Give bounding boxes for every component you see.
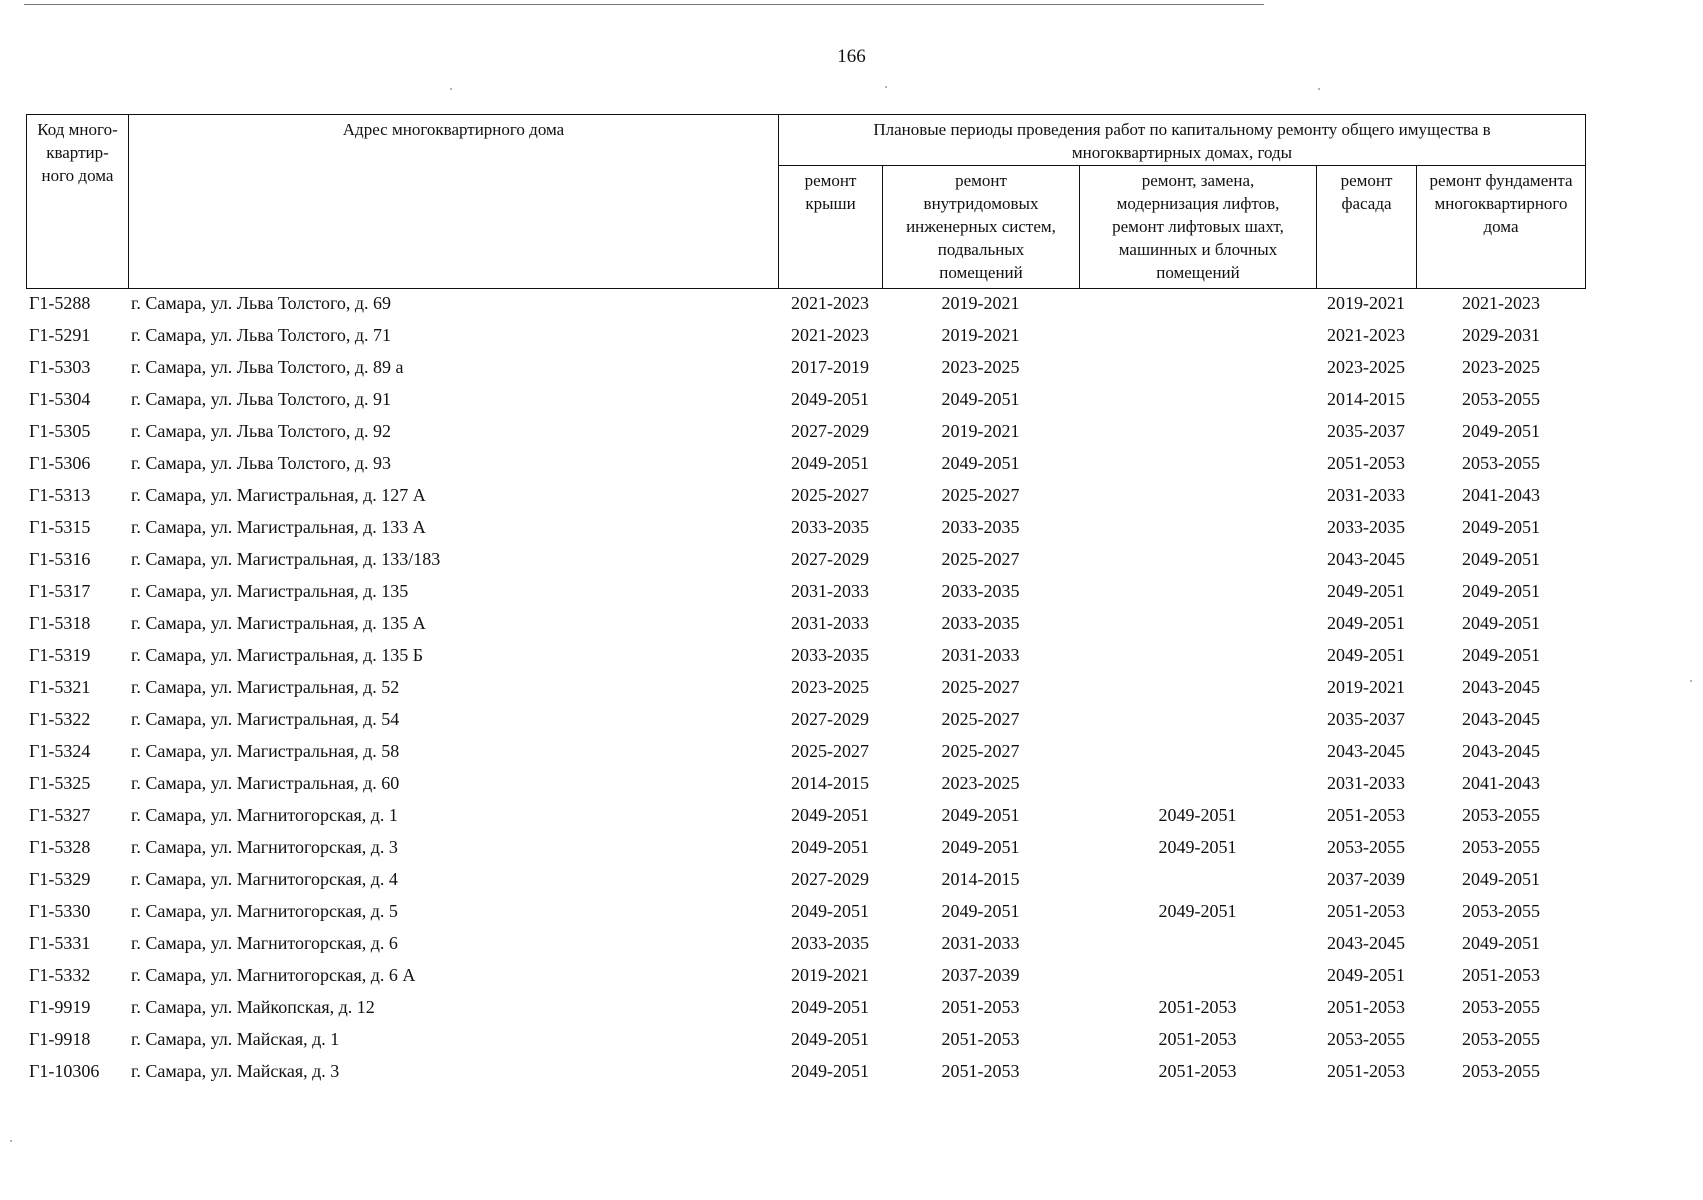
cell-engineering: 2049-2051 xyxy=(941,837,1020,857)
cell-foundation: 2053-2055 xyxy=(1462,997,1540,1017)
table-row xyxy=(0,287,1703,319)
header-foundation-line: дома xyxy=(1483,217,1519,236)
cell-code: Г1-5316 xyxy=(29,549,91,569)
cell-foundation: 2029-2031 xyxy=(1462,325,1540,345)
cell-facade: 2051-2053 xyxy=(1327,997,1405,1017)
cell-foundation: 2021-2023 xyxy=(1462,293,1540,313)
cell-facade: 2049-2051 xyxy=(1327,965,1405,985)
table-row xyxy=(0,1023,1703,1055)
cell-engineering: 2033-2035 xyxy=(941,581,1020,601)
cell-engineering: 2019-2021 xyxy=(941,421,1020,441)
cell-engineering: 2049-2051 xyxy=(941,901,1020,921)
header-facade-line: фасада xyxy=(1341,194,1392,213)
cell-facade: 2014-2015 xyxy=(1327,389,1405,409)
cell-code: Г1-5329 xyxy=(29,869,91,889)
header-lifts-line: ремонт, замена, xyxy=(1141,171,1255,190)
table-row xyxy=(0,479,1703,511)
cell-facade: 2049-2051 xyxy=(1327,613,1405,633)
cell-code: Г1-5331 xyxy=(29,933,91,953)
cell-address: г. Самара, ул. Магнитогорская, д. 6 xyxy=(131,933,398,953)
cell-engineering: 2025-2027 xyxy=(941,485,1020,505)
cell-address: г. Самара, ул. Льва Толстого, д. 71 xyxy=(131,325,392,345)
cell-foundation: 2053-2055 xyxy=(1462,453,1540,473)
cell-address: г. Самара, ул. Магнитогорская, д. 1 xyxy=(131,805,398,825)
cell-facade: 2035-2037 xyxy=(1327,709,1405,729)
cell-address: г. Самара, ул. Магнитогорская, д. 6 А xyxy=(131,965,416,985)
scan-speck xyxy=(1690,680,1692,682)
cell-roof: 2049-2051 xyxy=(791,837,869,857)
cell-roof: 2049-2051 xyxy=(791,1061,869,1081)
cell-foundation: 2049-2051 xyxy=(1462,421,1540,441)
cell-engineering: 2031-2033 xyxy=(941,645,1020,665)
header-lifts xyxy=(1079,165,1317,289)
cell-roof: 2014-2015 xyxy=(791,773,869,793)
cell-address: г. Самара, ул. Магистральная, д. 133/183 xyxy=(131,549,441,569)
cell-address: г. Самара, ул. Магнитогорская, д. 3 xyxy=(131,837,398,857)
cell-foundation: 2049-2051 xyxy=(1462,933,1540,953)
table-row xyxy=(0,767,1703,799)
cell-code: Г1-5306 xyxy=(29,453,91,473)
cell-facade: 2051-2053 xyxy=(1327,901,1405,921)
cell-foundation: 2051-2053 xyxy=(1462,965,1540,985)
table-row xyxy=(0,799,1703,831)
cell-engineering: 2025-2027 xyxy=(941,549,1020,569)
cell-address: г. Самара, ул. Майская, д. 3 xyxy=(131,1061,340,1081)
header-foundation xyxy=(1416,165,1586,289)
top-rule xyxy=(24,4,1264,5)
cell-foundation: 2041-2043 xyxy=(1462,773,1540,793)
table-row xyxy=(0,1055,1703,1087)
cell-address: г. Самара, ул. Магнитогорская, д. 4 xyxy=(131,869,398,889)
header-facade xyxy=(1316,165,1417,289)
cell-facade: 2043-2045 xyxy=(1327,933,1405,953)
page-number: 166 xyxy=(837,46,866,67)
cell-roof: 2049-2051 xyxy=(791,805,869,825)
table-row xyxy=(0,319,1703,351)
header-engineering-line: ремонт xyxy=(955,171,1007,190)
cell-roof: 2033-2035 xyxy=(791,645,869,665)
cell-facade: 2021-2023 xyxy=(1327,325,1405,345)
header-engineering-line: подвальных xyxy=(937,240,1025,259)
cell-code: Г1-5317 xyxy=(29,581,91,601)
cell-engineering: 2025-2027 xyxy=(941,741,1020,761)
cell-engineering: 2031-2033 xyxy=(941,933,1020,953)
cell-engineering: 2049-2051 xyxy=(941,453,1020,473)
scan-speck xyxy=(450,88,452,90)
cell-roof: 2033-2035 xyxy=(791,517,869,537)
cell-lifts: 2049-2051 xyxy=(1158,837,1237,857)
cell-address: г. Самара, ул. Майкопская, д. 12 xyxy=(131,997,375,1017)
header-engineering-line: помещений xyxy=(939,263,1023,282)
header-roof-line: крыши xyxy=(805,194,856,213)
cell-foundation: 2049-2051 xyxy=(1462,581,1540,601)
cell-code: Г1-5328 xyxy=(29,837,91,857)
header-periods-line: многоквартирных домах, годы xyxy=(1071,143,1293,162)
cell-roof: 2049-2051 xyxy=(791,997,869,1017)
cell-roof: 2025-2027 xyxy=(791,485,869,505)
table-row xyxy=(0,543,1703,575)
header-engineering-line: внутридомовых xyxy=(923,194,1039,213)
cell-engineering: 2025-2027 xyxy=(941,677,1020,697)
cell-foundation: 2053-2055 xyxy=(1462,805,1540,825)
cell-foundation: 2043-2045 xyxy=(1462,741,1540,761)
cell-code: Г1-5319 xyxy=(29,645,91,665)
cell-facade: 2053-2055 xyxy=(1327,837,1405,857)
cell-roof: 2027-2029 xyxy=(791,549,869,569)
cell-foundation: 2023-2025 xyxy=(1462,357,1540,377)
cell-address: г. Самара, ул. Льва Толстого, д. 93 xyxy=(131,453,392,473)
table-row xyxy=(0,959,1703,991)
cell-facade: 2037-2039 xyxy=(1327,869,1405,889)
scan-speck xyxy=(885,86,887,88)
cell-engineering: 2019-2021 xyxy=(941,293,1020,313)
cell-address: г. Самара, ул. Магистральная, д. 127 А xyxy=(131,485,426,505)
cell-foundation: 2049-2051 xyxy=(1462,645,1540,665)
header-code xyxy=(26,114,129,289)
cell-roof: 2025-2027 xyxy=(791,741,869,761)
cell-roof: 2031-2033 xyxy=(791,613,869,633)
cell-address: г. Самара, ул. Льва Толстого, д. 69 xyxy=(131,293,392,313)
cell-code: Г1-5288 xyxy=(29,293,91,313)
cell-code: Г1-9919 xyxy=(29,997,91,1017)
table-row xyxy=(0,351,1703,383)
cell-foundation: 2049-2051 xyxy=(1462,517,1540,537)
cell-engineering: 2051-2053 xyxy=(941,1061,1020,1081)
cell-roof: 2023-2025 xyxy=(791,677,869,697)
cell-facade: 2043-2045 xyxy=(1327,741,1405,761)
cell-address: г. Самара, ул. Магистральная, д. 60 xyxy=(131,773,400,793)
cell-facade: 2051-2053 xyxy=(1327,805,1405,825)
cell-foundation: 2053-2055 xyxy=(1462,1029,1540,1049)
header-periods xyxy=(778,114,1586,166)
cell-facade: 2019-2021 xyxy=(1327,677,1405,697)
cell-code: Г1-5291 xyxy=(29,325,91,345)
cell-roof: 2021-2023 xyxy=(791,293,869,313)
cell-code: Г1-5315 xyxy=(29,517,91,537)
cell-roof: 2019-2021 xyxy=(791,965,869,985)
cell-engineering: 2019-2021 xyxy=(941,325,1020,345)
cell-address: г. Самара, ул. Магистральная, д. 135 xyxy=(131,581,409,601)
header-engineering-line: инженерных систем, xyxy=(906,217,1056,236)
cell-facade: 2023-2025 xyxy=(1327,357,1405,377)
cell-address: г. Самара, ул. Магнитогорская, д. 5 xyxy=(131,901,398,921)
cell-lifts: 2051-2053 xyxy=(1158,1061,1237,1081)
cell-engineering: 2051-2053 xyxy=(941,997,1020,1017)
cell-facade: 2049-2051 xyxy=(1327,581,1405,601)
cell-roof: 2049-2051 xyxy=(791,453,869,473)
table-row xyxy=(0,671,1703,703)
cell-code: Г1-9918 xyxy=(29,1029,91,1049)
header-roof xyxy=(778,165,883,289)
cell-lifts: 2049-2051 xyxy=(1158,901,1237,921)
scan-speck xyxy=(10,1140,12,1142)
cell-facade: 2031-2033 xyxy=(1327,485,1405,505)
header-roof-line: ремонт xyxy=(804,171,857,190)
cell-foundation: 2043-2045 xyxy=(1462,677,1540,697)
cell-foundation: 2053-2055 xyxy=(1462,1061,1540,1081)
cell-facade: 2033-2035 xyxy=(1327,517,1405,537)
table-row xyxy=(0,991,1703,1023)
cell-facade: 2049-2051 xyxy=(1327,645,1405,665)
header-code-line: ного дома xyxy=(41,166,114,185)
cell-facade: 2031-2033 xyxy=(1327,773,1405,793)
table-row xyxy=(0,831,1703,863)
table-row xyxy=(0,447,1703,479)
table-row xyxy=(0,383,1703,415)
cell-lifts: 2051-2053 xyxy=(1158,1029,1237,1049)
cell-address: г. Самара, ул. Магистральная, д. 135 Б xyxy=(131,645,424,665)
cell-facade: 2035-2037 xyxy=(1327,421,1405,441)
cell-code: Г1-5324 xyxy=(29,741,91,761)
cell-roof: 2027-2029 xyxy=(791,709,869,729)
cell-roof: 2049-2051 xyxy=(791,901,869,921)
cell-facade: 2053-2055 xyxy=(1327,1029,1405,1049)
cell-code: Г1-5327 xyxy=(29,805,91,825)
cell-foundation: 2041-2043 xyxy=(1462,485,1540,505)
cell-engineering: 2049-2051 xyxy=(941,805,1020,825)
cell-address: г. Самара, ул. Льва Толстого, д. 89 а xyxy=(131,357,404,377)
cell-lifts: 2049-2051 xyxy=(1158,805,1237,825)
cell-code: Г1-5313 xyxy=(29,485,91,505)
cell-foundation: 2049-2051 xyxy=(1462,549,1540,569)
cell-code: Г1-5330 xyxy=(29,901,91,921)
cell-roof: 2033-2035 xyxy=(791,933,869,953)
header-foundation-line: ремонт фундамента xyxy=(1429,171,1573,190)
cell-roof: 2021-2023 xyxy=(791,325,869,345)
cell-foundation: 2043-2045 xyxy=(1462,709,1540,729)
cell-code: Г1-5305 xyxy=(29,421,91,441)
cell-foundation: 2053-2055 xyxy=(1462,901,1540,921)
table-row xyxy=(0,607,1703,639)
cell-foundation: 2049-2051 xyxy=(1462,613,1540,633)
cell-roof: 2049-2051 xyxy=(791,1029,869,1049)
cell-foundation: 2053-2055 xyxy=(1462,389,1540,409)
table-row xyxy=(0,735,1703,767)
cell-code: Г1-5325 xyxy=(29,773,91,793)
cell-facade: 2019-2021 xyxy=(1327,293,1405,313)
cell-engineering: 2025-2027 xyxy=(941,709,1020,729)
cell-facade: 2043-2045 xyxy=(1327,549,1405,569)
header-lifts-line: помещений xyxy=(1156,263,1240,282)
table-row xyxy=(0,927,1703,959)
header-address-label: Адрес многоквартирного дома xyxy=(342,120,565,139)
cell-code: Г1-5304 xyxy=(29,389,91,409)
header-code-line: Код много- xyxy=(37,120,118,139)
header-lifts-line: ремонт лифтовых шахт, xyxy=(1112,217,1284,236)
header-foundation-line: многоквартирного xyxy=(1434,194,1568,213)
header-address xyxy=(128,114,779,289)
cell-engineering: 2033-2035 xyxy=(941,613,1020,633)
cell-code: Г1-5322 xyxy=(29,709,91,729)
cell-foundation: 2053-2055 xyxy=(1462,837,1540,857)
cell-address: г. Самара, ул. Магистральная, д. 52 xyxy=(131,677,400,697)
cell-engineering: 2037-2039 xyxy=(941,965,1020,985)
table-row xyxy=(0,895,1703,927)
cell-address: г. Самара, ул. Майская, д. 1 xyxy=(131,1029,340,1049)
header-periods-line: Плановые периоды проведения работ по капитальному ремонту общего имущества в xyxy=(873,120,1491,139)
cell-roof: 2031-2033 xyxy=(791,581,869,601)
cell-facade: 2051-2053 xyxy=(1327,453,1405,473)
cell-address: г. Самара, ул. Магистральная, д. 135 А xyxy=(131,613,426,633)
cell-code: Г1-10306 xyxy=(29,1061,100,1081)
table-row xyxy=(0,639,1703,671)
cell-address: г. Самара, ул. Льва Толстого, д. 91 xyxy=(131,389,392,409)
cell-roof: 2027-2029 xyxy=(791,421,869,441)
table-row xyxy=(0,575,1703,607)
table-row xyxy=(0,703,1703,735)
cell-address: г. Самара, ул. Льва Толстого, д. 92 xyxy=(131,421,392,441)
cell-code: Г1-5318 xyxy=(29,613,91,633)
cell-lifts: 2051-2053 xyxy=(1158,997,1237,1017)
cell-engineering: 2023-2025 xyxy=(941,773,1020,793)
cell-address: г. Самара, ул. Магистральная, д. 58 xyxy=(131,741,400,761)
cell-foundation: 2049-2051 xyxy=(1462,869,1540,889)
cell-address: г. Самара, ул. Магистральная, д. 54 xyxy=(131,709,400,729)
cell-roof: 2049-2051 xyxy=(791,389,869,409)
header-code-line: квартир- xyxy=(46,143,109,162)
cell-facade: 2051-2053 xyxy=(1327,1061,1405,1081)
header-lifts-line: машинных и блочных xyxy=(1118,240,1278,259)
cell-code: Г1-5321 xyxy=(29,677,91,697)
header-facade-line: ремонт xyxy=(1340,171,1393,190)
cell-engineering: 2033-2035 xyxy=(941,517,1020,537)
cell-code: Г1-5303 xyxy=(29,357,91,377)
cell-code: Г1-5332 xyxy=(29,965,91,985)
header-engineering xyxy=(882,165,1080,289)
cell-engineering: 2049-2051 xyxy=(941,389,1020,409)
header-lifts-line: модернизация лифтов, xyxy=(1116,194,1280,213)
table-row xyxy=(0,415,1703,447)
cell-address: г. Самара, ул. Магистральная, д. 133 А xyxy=(131,517,426,537)
table-row xyxy=(0,863,1703,895)
table-row xyxy=(0,511,1703,543)
cell-engineering: 2014-2015 xyxy=(941,869,1020,889)
scan-speck xyxy=(1318,88,1320,90)
cell-roof: 2017-2019 xyxy=(791,357,869,377)
cell-engineering: 2023-2025 xyxy=(941,357,1020,377)
cell-roof: 2027-2029 xyxy=(791,869,869,889)
cell-engineering: 2051-2053 xyxy=(941,1029,1020,1049)
